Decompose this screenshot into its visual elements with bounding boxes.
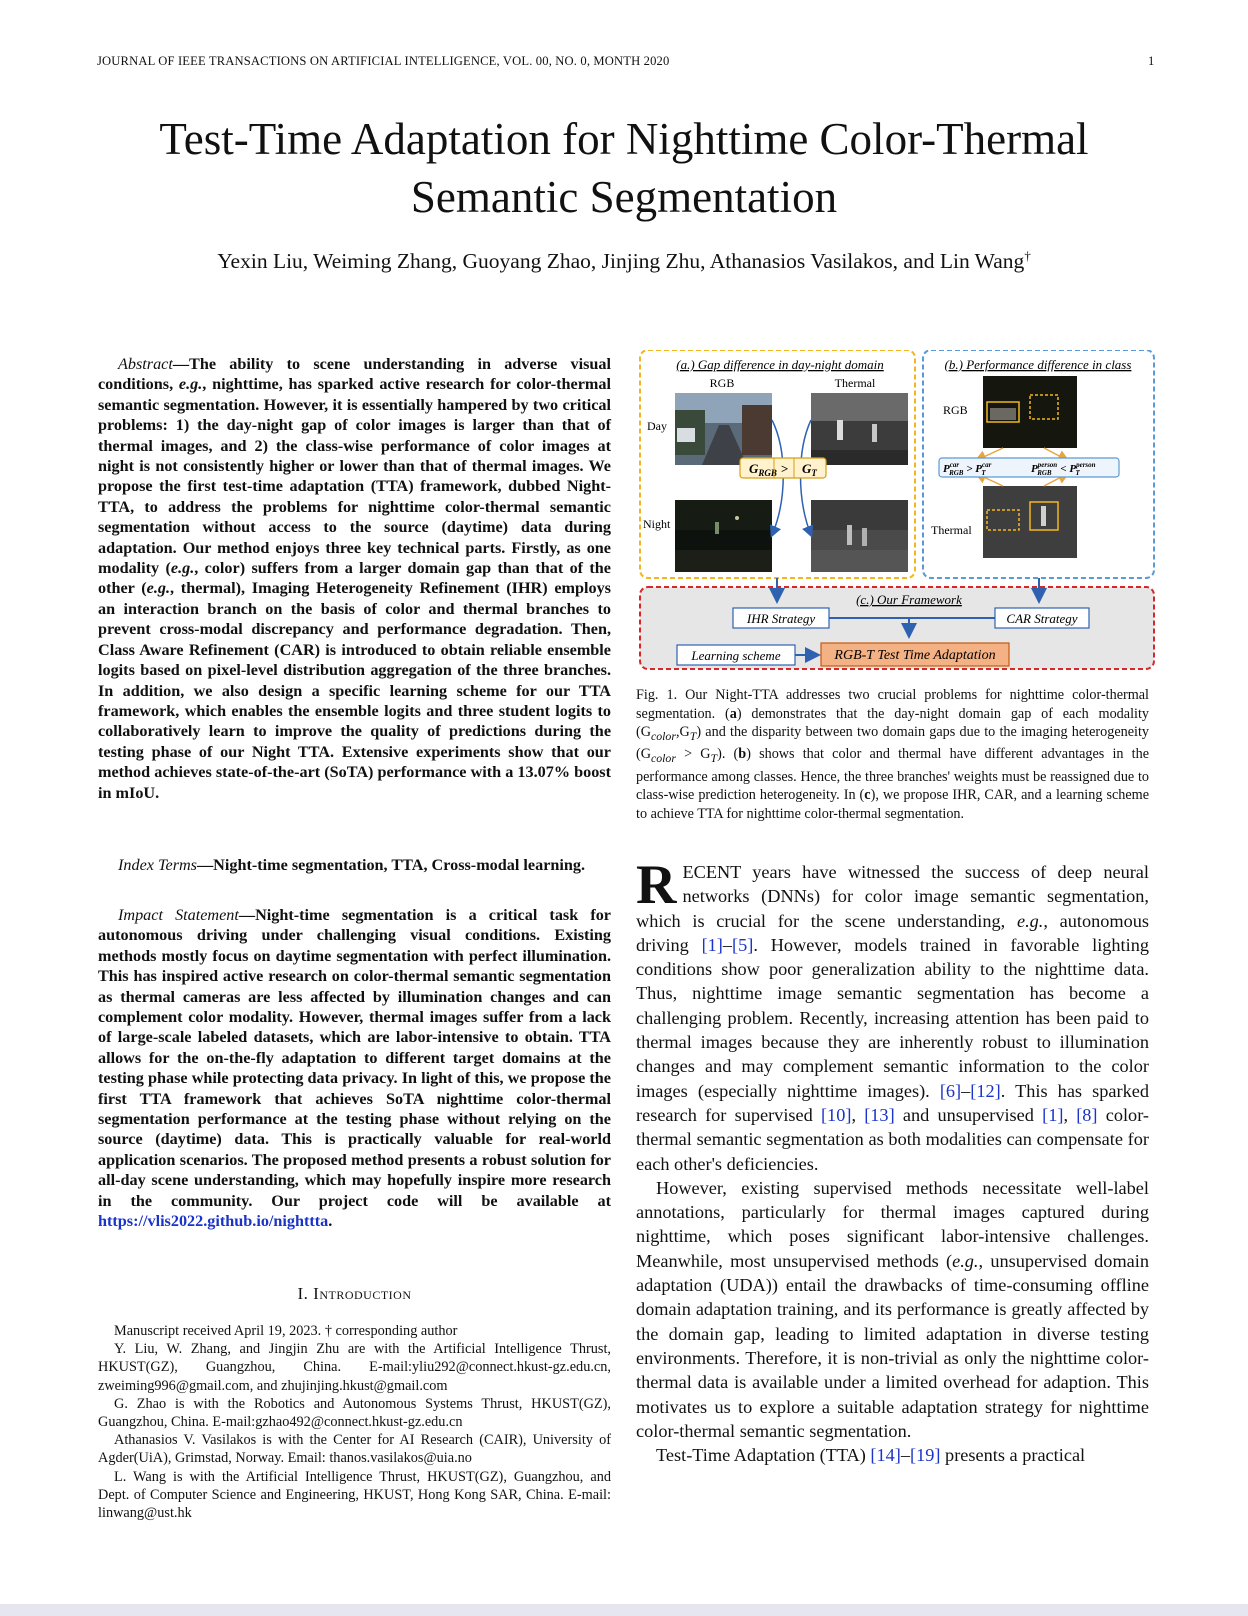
abstract-eg: e.g. (146, 579, 171, 598)
class-thermal-image (983, 486, 1077, 558)
index-terms-text: —Night-time segmentation, TTA, Cross-modal learning. (196, 856, 586, 874)
intro-text: , autonomous driving (636, 910, 1150, 955)
intro-text: , (1063, 1104, 1077, 1125)
index-terms-lead: Index Terms (118, 856, 197, 874)
ineq-car: $P^{car}$ RGB > $P^{car}$ T (943, 461, 992, 477)
citation-link[interactable]: [8] (1076, 1104, 1098, 1125)
night-thermal-image (811, 500, 908, 572)
paper-title (0, 110, 1248, 226)
rgb-label: RGB (709, 376, 735, 390)
panel-a-title: (a.) Gap difference in day-night domain (676, 357, 884, 372)
day-rgb-image (675, 393, 772, 465)
caption-text: ) shows that color and thermal have different advantages in the performance among classes. Hence, the three branches' weights must be reassigned due to class-wise prediction heterogeneity. In ( (636, 746, 1150, 804)
impact-text: —Night-time segmentation is a critical task for autonomous driving under challenging visual conditions. Existing methods mostly focus on daytime segmentation with perfect illumination. This has inspired active research on color-thermal semantic segmentation as thermal cameras are less affected by illumination changes and can complement color modality. However, thermal images suffer from a lack of large-scale labeled datasets, which are labor-intensive to obtain. TTA allows for the on-the-fly adaptation to different target domains at the testing phase while protecting data privacy. In light of this, we propose the first TTA framework that achieves SoTA nighttime color-thermal segmentation performance at the testing phase without relying on the source (daytime) data. This is practically valuable for real-world application scenarios. The proposed method presents a robust solution for all-day scene understanding, which may hopefully inspire more research in the community. Our project code will be available at (98, 906, 611, 1210)
author-names: Yexin Liu, Weiming Zhang, Guoyang Zhao, Jinjing Zhu, Athanasios Vasilakos, and Lin Wang (217, 249, 1025, 274)
project-link[interactable]: https://vlis2022.github.io/nighttta (98, 1212, 329, 1231)
class-rgb-image (983, 376, 1077, 448)
figure-1-diagram (637, 350, 1157, 675)
citation-link[interactable]: [6] (939, 1080, 962, 1101)
caption-text: ) and the disparity between two domain gaps due to the imaging heterogeneity (G (636, 724, 1149, 763)
gap-operator: > (781, 461, 789, 476)
caption-text: ,G (675, 724, 690, 740)
viewer-bottom-bar (0, 1604, 1248, 1616)
footnote: Y. Liu, W. Zhang, and Jingjin Zhu are with the Artificial Intelligence Thrust, HKUST(GZ), Guangzhou, China. E-mail:yliu292@connect.hkust-gz.edu.cn, zweiming996@gmail.com, and zhujinjing.hkust@gmail.com (98, 1341, 611, 1394)
intro-text: Test-Time Adaptation (TTA) (656, 1445, 871, 1466)
intro-text: presents a practical (940, 1445, 1086, 1466)
ihr-label: IHR Strategy (746, 611, 816, 626)
page-number: 1 (1148, 54, 1155, 68)
index-terms (98, 855, 611, 875)
citation-link[interactable]: [5] (732, 934, 754, 955)
citation-link[interactable]: [14] (870, 1445, 901, 1466)
abstract-text: , thermal), Imaging Heterogeneity Refinement (IHR) employs an interaction branch on the basis of color and thermal branches to prevent cross-modal discrepancy and performance degradation. Then, Class Aware Refinement (CAR) is introduced to obtain reliable ensemble logits based on pixel-level distribution aggregation of the three branches. In addition, we also design a specific learning scheme for our TTA framework, which enables the ensemble logits and three student logits to collaboratively learn to improve the quality of predictions during the testing phase of our Night TTA. Extensive experiments show that our method achieves state-of-the-art (SoTA) performance with a 13.07% boost in mIoU. (98, 579, 611, 802)
citation-link[interactable]: [1] (701, 934, 723, 955)
intro-paragraph-2 (636, 1176, 1149, 1443)
night-label: Night (643, 517, 671, 531)
figure-caption (636, 686, 1149, 823)
abstract-text: , nighttime, has sparked active research for color-thermal semantic segmentation. However, it is essentially hampered by two critical problems: 1) the day-night gap of color images is larger than that of thermal images, and 2) the class-wise performance of color images at night is not consistently higher or lower than that of thermal images. We propose the first test-time adaptation (TTA) framework, dubbed Night-TTA, to address the problems for nighttime color-thermal semantic segmentation without access to the source (daytime) data during adaptation. Our method enjoys three key technical parts. Firstly, as one modality ( (98, 375, 611, 578)
section-number: I. (297, 1284, 309, 1303)
intro-paragraph-1 (636, 854, 1150, 1176)
intro-text: , unsupervised domain adaptation (UDA)) entail the drawbacks of time-consuming offline domain adaptation training, and its performance is greatly affected by the domain gap, leading to limited adaptation in diverse testing environments. Therefore, it is non-trivial as only the nighttime color-thermal data is available under a limited overhead for adaption. This motivates us to explore a suitable adaptation strategy for nighttime color-thermal semantic segmentation. (636, 1250, 1150, 1441)
caption-sub: T (689, 728, 697, 743)
intro-text: color-thermal semantic segmentation as both modalities can compensate for each other's deficiencies. (636, 1104, 1150, 1174)
panel-c-title: (c.) Our Framework (856, 592, 962, 607)
introduction-body (636, 854, 1150, 1467)
intro-eg: e.g. (1016, 910, 1044, 931)
ineq-person: $P^{person}$ RGB < $P^{person}$ T (1031, 461, 1096, 477)
thermal-label: Thermal (834, 376, 876, 390)
caption-sub: color (650, 751, 676, 766)
caption-text: ). ( (717, 746, 739, 763)
abstract (98, 354, 611, 803)
gap-right: $G_T$ (802, 461, 817, 478)
abstract-lead: Abstract (118, 355, 173, 373)
drop-cap: R (636, 854, 677, 916)
impact-lead: Impact Statement (118, 906, 239, 924)
day-label: Day (647, 419, 667, 433)
caption-text: Our Night-TTA addresses two crucial problems for nighttime color-thermal segmentation. ( (636, 687, 1149, 722)
footnote: G. Zhao is with the Robotics and Autonomous Systems Thrust, HKUST(GZ), Guangzhou, China. E-mail:gzhao492@connect.hkust-gz.edu.cn (98, 1395, 611, 1431)
citation-link[interactable]: [13] (864, 1104, 895, 1125)
caption-ref: b (738, 746, 747, 763)
rgb-label-b: RGB (943, 403, 968, 417)
title-line-2: Semantic Segmentation (410, 172, 838, 222)
learning-label: Learning scheme (691, 648, 781, 663)
author-list (0, 248, 1248, 274)
caption-sub: T (710, 751, 718, 766)
abstract-eg: e.g. (170, 559, 195, 578)
abstract-text: —The ability to scene understanding in adverse visual conditions, (98, 355, 611, 394)
citation-link[interactable]: [1] (1042, 1104, 1064, 1125)
intro-text: ECENT years have witnessed the success of deep neural networks (DNNs) for color image semantic segmentation, which is crucial for the scene understanding, (636, 862, 1149, 931)
citation-link[interactable]: [12] (970, 1080, 1001, 1101)
section-title: Introduction (313, 1284, 412, 1303)
intro-eg: e.g. (952, 1250, 979, 1271)
corresponding-mark: † (1024, 248, 1031, 263)
intro-dash: – (961, 1080, 971, 1101)
rgbt-label: RGB-T Test Time Adaptation (834, 648, 996, 663)
footnote: Manuscript received April 19, 2023. † corresponding author (114, 1323, 458, 1339)
footnotes (98, 1322, 611, 1522)
citation-link[interactable]: [19] (910, 1445, 941, 1466)
caption-ref: c (864, 787, 871, 804)
caption-ref: a (729, 705, 737, 722)
section-heading (98, 1284, 611, 1304)
footnote: Athanasios V. Vasilakos is with the Center for AI Research (CAIR), University of Agder(UiA), Grimstad, Norway. Email: thanos.vasilakos@uia.no (98, 1432, 611, 1467)
abstract-eg: e.g. (178, 375, 203, 394)
day-thermal-image (811, 393, 908, 465)
car-label: CAR Strategy (1006, 611, 1078, 626)
running-header: JOURNAL OF IEEE TRANSACTIONS ON ARTIFICIAL INTELLIGENCE, VOL. 00, NO. 0, MONTH 2020 (97, 54, 670, 68)
footnote: L. Wang is with the Artificial Intelligence Thrust, HKUST(GZ), Guangzhou, and Dept. of Computer Science and Engineering, HKUST, Hong Kong SAR, China. E-mail: linwang@ust.hk (98, 1468, 611, 1522)
intro-text: , (851, 1104, 865, 1125)
intro-text: and unsupervised (894, 1104, 1043, 1125)
figure-1 (637, 350, 1157, 675)
citation-link[interactable]: [10] (820, 1104, 852, 1125)
intro-text: However, existing supervised methods necessitate well-label annotations, particularly for thermal images captured during nighttime, which poses significant labor-intensive challenges. Meanwhile, most unsupervised methods ( (636, 1177, 1149, 1271)
caption-sub: color (650, 728, 676, 743)
intro-dash: – (900, 1445, 911, 1466)
intro-dash: – (722, 934, 733, 955)
thermal-label-b: Thermal (931, 523, 972, 537)
impact-end: . (328, 1212, 333, 1231)
title-line-1: Test-Time Adaptation for Nighttime Color-Thermal (159, 114, 1089, 164)
caption-text: > G (675, 746, 711, 763)
caption-label: Fig. 1. (636, 687, 678, 703)
intro-text: . This has sparked research for supervised (636, 1080, 1149, 1125)
abstract-text: , color) suffers from a larger domain gap than that of the other ( (98, 559, 611, 598)
panel-b-title: (b.) Performance difference in class (944, 357, 1132, 372)
intro-paragraph-3 (636, 1443, 1149, 1467)
gap-left: $G_{RGB}$ (749, 461, 777, 478)
caption-text: ) demonstrates that the day-night domain gap of each modality (G (636, 705, 1149, 740)
night-rgb-image (675, 500, 772, 572)
caption-text: ), we propose IHR, CAR, and a learning scheme to achieve TTA for nighttime color-thermal segmentation. (636, 787, 1149, 822)
intro-text: . However, models trained in favorable lighting conditions show poor generalization ability to the nighttime data. Thus, nighttime image semantic segmentation has become a challenging problem. Recently, increasing attention has been paid to thermal images because they are inherently robust to illumination changes and may complement semantic information to the color images (especially nighttime images). (636, 934, 1149, 1101)
impact-statement (98, 905, 611, 1232)
